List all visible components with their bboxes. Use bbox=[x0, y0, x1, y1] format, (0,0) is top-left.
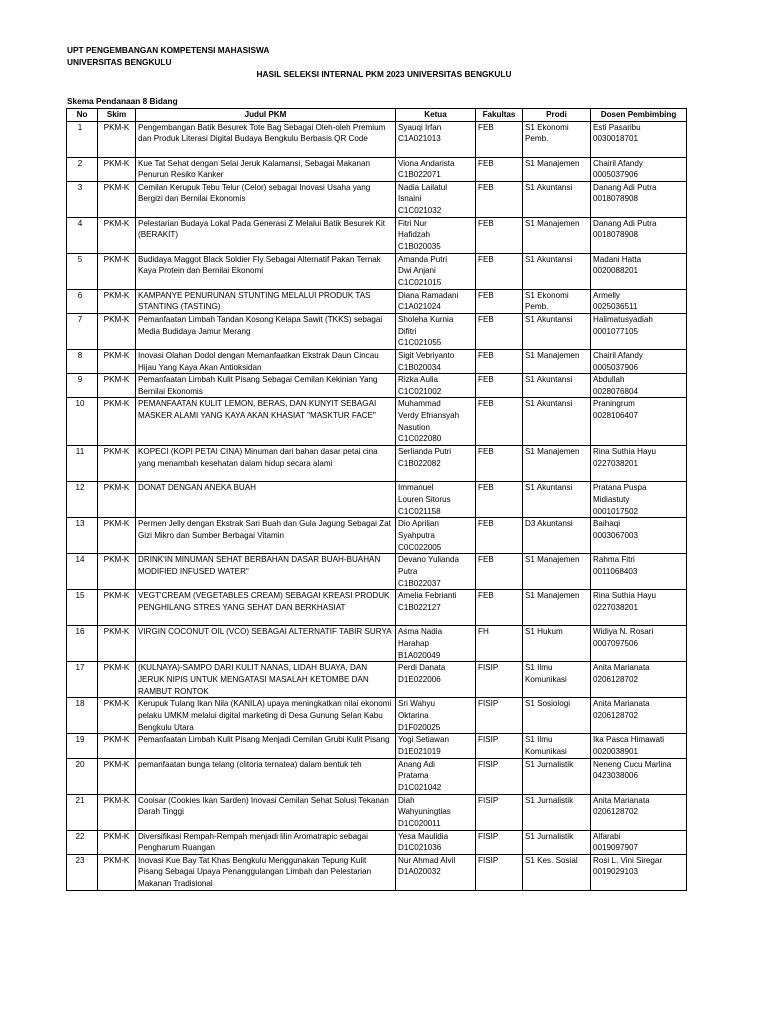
cell-faculty: FEB bbox=[476, 590, 523, 626]
cell-faculty: FISIP bbox=[476, 734, 523, 758]
table-row bbox=[67, 157, 687, 181]
cell-program: S1 Akuntansi bbox=[523, 374, 591, 398]
cell-faculty: FEB bbox=[476, 157, 523, 181]
cell-faculty: FEB bbox=[476, 554, 523, 590]
cell-no: 6 bbox=[67, 289, 98, 313]
cell-faculty: FISIP bbox=[476, 662, 523, 698]
cell-leader: Fitri Nur Hafidzah C1B020035 bbox=[396, 217, 476, 253]
cell-supervisor: Chairil Afandy 0005037906 bbox=[591, 157, 687, 181]
table-row bbox=[67, 349, 687, 373]
cell-leader: Muhammad Verdy Efriansyah Nasution C1C022080 bbox=[396, 398, 476, 446]
cell-no: 16 bbox=[67, 626, 98, 662]
cell-title: Kue Tat Sehat dengan Selai Jeruk Kalamansi, Sebagai Makanan Penurun Resiko Kanker bbox=[136, 157, 396, 181]
cell-faculty: FISIP bbox=[476, 854, 523, 890]
table-row bbox=[67, 662, 687, 698]
cell-faculty: FISIP bbox=[476, 758, 523, 794]
cell-skim: PKM-K bbox=[98, 518, 136, 554]
cell-leader: Dio Aprilian Syahputra C0C022005 bbox=[396, 518, 476, 554]
cell-skim: PKM-K bbox=[98, 398, 136, 446]
cell-skim: PKM-K bbox=[98, 590, 136, 626]
table-row bbox=[67, 482, 687, 518]
cell-supervisor: Pratana Puspa Midiastuty 0001017502 bbox=[591, 482, 687, 518]
col-header-title: Judul PKM bbox=[136, 109, 396, 122]
cell-program: S1 Ekonomi Pemb. bbox=[523, 289, 591, 313]
cell-leader: Nur Ahmad Alvil D1A020032 bbox=[396, 854, 476, 890]
cell-title: KOPECI (KOPI PETAI CINA) Minuman dari bahan dasar petai cina yang menambah kesehatan dalam hidup secara alami bbox=[136, 446, 396, 482]
cell-supervisor: Widiya N. Rosari 0007097506 bbox=[591, 626, 687, 662]
cell-title: Cemilan Kerupuk Tebu Telur (Celor) sebagai Inovasi Usaha yang Bergizi dan Bernilai Ekonomis bbox=[136, 181, 396, 217]
table-row bbox=[67, 734, 687, 758]
cell-title: Kerupuk Tulang Ikan Nila (KANILA) upaya meningkatkan nilai ekonomi pelaku UMKM melalui digital marketing di Desa Gunung Selan Kabu Bengkulu Utara bbox=[136, 698, 396, 734]
cell-title: PEMANFAATAN KULIT LEMON, BERAS, DAN KUNYIT SEBAGAI MASKER ALAMI YANG KAYA AKAN KHASIAT "MASKTUR FACE" bbox=[136, 398, 396, 446]
cell-program: D3 Akuntansi bbox=[523, 518, 591, 554]
col-header-leader: Ketua bbox=[396, 109, 476, 122]
cell-title: KAMPANYE PENURUNAN STUNTING MELALUI PRODUK TAS STANTING (TASTING) bbox=[136, 289, 396, 313]
cell-no: 11 bbox=[67, 446, 98, 482]
cell-program: S1 Akuntansi bbox=[523, 398, 591, 446]
cell-no: 9 bbox=[67, 374, 98, 398]
table-row bbox=[67, 181, 687, 217]
cell-program: S1 Manajemen bbox=[523, 554, 591, 590]
cell-skim: PKM-K bbox=[98, 482, 136, 518]
col-header-skim: Skim bbox=[98, 109, 136, 122]
cell-supervisor: Anita Marianata 0206128702 bbox=[591, 662, 687, 698]
cell-no: 4 bbox=[67, 217, 98, 253]
cell-faculty: FEB bbox=[476, 313, 523, 349]
cell-skim: PKM-K bbox=[98, 446, 136, 482]
cell-program: S1 Ilmu Komunikasi bbox=[523, 734, 591, 758]
cell-faculty: FEB bbox=[476, 374, 523, 398]
cell-faculty: FEB bbox=[476, 121, 523, 157]
table-row bbox=[67, 217, 687, 253]
cell-skim: PKM-K bbox=[98, 758, 136, 794]
cell-no: 14 bbox=[67, 554, 98, 590]
cell-program: S1 Sosiologi bbox=[523, 698, 591, 734]
cell-title: DONAT DENGAN ANEKA BUAH bbox=[136, 482, 396, 518]
table-row bbox=[67, 830, 687, 854]
cell-skim: PKM-K bbox=[98, 662, 136, 698]
cell-no: 15 bbox=[67, 590, 98, 626]
cell-supervisor: Chairil Afandy 0005037906 bbox=[591, 349, 687, 373]
cell-title: (KULNAYA)-SAMPO DARI KULIT NANAS, LIDAH BUAYA, DAN JERUK NIPIS UNTUK MENGATASI MASALAH KETOMBE DAN RAMBUT RONTOK bbox=[136, 662, 396, 698]
table-row bbox=[67, 374, 687, 398]
cell-program: S1 Akuntansi bbox=[523, 313, 591, 349]
cell-title: Inovasi Olahan Dodol dengan Memanfaatkan Ekstrak Daun Cincau Hijau Yang Kaya Akan Antioksidan bbox=[136, 349, 396, 373]
col-header-no: No bbox=[67, 109, 98, 122]
cell-leader: Yesa Maulidia D1C021036 bbox=[396, 830, 476, 854]
cell-supervisor: Anita Marianata 0206128702 bbox=[591, 794, 687, 830]
cell-faculty: FEB bbox=[476, 217, 523, 253]
cell-skim: PKM-K bbox=[98, 698, 136, 734]
cell-program: S1 Ekonomi Pemb. bbox=[523, 121, 591, 157]
table-row bbox=[67, 313, 687, 349]
cell-supervisor: Danang Adi Putra 0018078908 bbox=[591, 217, 687, 253]
table-row bbox=[67, 121, 687, 157]
cell-program: S1 Manajemen bbox=[523, 446, 591, 482]
cell-title: Pelestarian Budaya Lokal Pada Generasi Z Melalui Batik Besurek Kit (BERAKIT) bbox=[136, 217, 396, 253]
cell-no: 12 bbox=[67, 482, 98, 518]
cell-faculty: FEB bbox=[476, 289, 523, 313]
cell-title: Pemanfaatan Limbah Kulit Pisang Sebagai Cemilan Kekinian Yang Bernilai Ekonomis bbox=[136, 374, 396, 398]
cell-faculty: FEB bbox=[476, 253, 523, 289]
cell-program: S1 Manajemen bbox=[523, 590, 591, 626]
cell-skim: PKM-K bbox=[98, 374, 136, 398]
cell-program: S1 Akuntansi bbox=[523, 482, 591, 518]
funding-scheme-label: Skema Pendanaan 8 Bidang bbox=[67, 96, 178, 106]
cell-no: 21 bbox=[67, 794, 98, 830]
cell-faculty: FEB bbox=[476, 181, 523, 217]
cell-no: 3 bbox=[67, 181, 98, 217]
cell-no: 7 bbox=[67, 313, 98, 349]
cell-skim: PKM-K bbox=[98, 734, 136, 758]
cell-supervisor: Baihaqi 0003067003 bbox=[591, 518, 687, 554]
cell-faculty: FISIP bbox=[476, 698, 523, 734]
cell-title: Pemanfaatan Limbah Tandan Kosong Kelapa Sawit (TKKS) sebagai Media Budidaya Jamur Merang bbox=[136, 313, 396, 349]
cell-no: 1 bbox=[67, 121, 98, 157]
cell-no: 19 bbox=[67, 734, 98, 758]
cell-faculty: FEB bbox=[476, 518, 523, 554]
cell-faculty: FH bbox=[476, 626, 523, 662]
table-row bbox=[67, 758, 687, 794]
cell-leader: Syauqi Irfan C1A021013 bbox=[396, 121, 476, 157]
table-row bbox=[67, 446, 687, 482]
cell-title: Cooisar (Cookies Ikan Sarden) Inovasi Cemilan Sehat Solusi Tekanan Darah Tinggi bbox=[136, 794, 396, 830]
cell-title: pemanfaatan bunga telang (clitoria ternatea) dalam bentuk teh bbox=[136, 758, 396, 794]
cell-supervisor: Danang Adi Putra 0018078908 bbox=[591, 181, 687, 217]
cell-skim: PKM-K bbox=[98, 830, 136, 854]
cell-skim: PKM-K bbox=[98, 121, 136, 157]
cell-leader: Perdi Danata D1E022006 bbox=[396, 662, 476, 698]
table-body bbox=[67, 121, 687, 890]
table-row bbox=[67, 590, 687, 626]
cell-leader: Diah Wahyuningtias D1C020011 bbox=[396, 794, 476, 830]
cell-no: 22 bbox=[67, 830, 98, 854]
cell-skim: PKM-K bbox=[98, 854, 136, 890]
table-row bbox=[67, 398, 687, 446]
cell-no: 8 bbox=[67, 349, 98, 373]
cell-supervisor: Rahma Fitri 0011068403 bbox=[591, 554, 687, 590]
cell-supervisor: Armelly 0025036511 bbox=[591, 289, 687, 313]
cell-faculty: FISIP bbox=[476, 794, 523, 830]
table-row bbox=[67, 253, 687, 289]
cell-leader: Nadia Lailatul Isnaini C1C021032 bbox=[396, 181, 476, 217]
cell-supervisor: Madani Hatta 0020088201 bbox=[591, 253, 687, 289]
cell-skim: PKM-K bbox=[98, 289, 136, 313]
col-header-faculty: Fakultas bbox=[476, 109, 523, 122]
cell-faculty: FEB bbox=[476, 446, 523, 482]
cell-skim: PKM-K bbox=[98, 253, 136, 289]
cell-supervisor: Halimatusyadiah 0001077105 bbox=[591, 313, 687, 349]
cell-supervisor: Abdullah 0028076804 bbox=[591, 374, 687, 398]
table-row bbox=[67, 626, 687, 662]
cell-title: VEGT'CREAM (VEGETABLES CREAM) SEBAGAI KREASI PRODUK PENGHILANG STRES YANG SEHAT DAN BERKHASIAT bbox=[136, 590, 396, 626]
cell-no: 23 bbox=[67, 854, 98, 890]
cell-supervisor: Anita Marianata 0206128702 bbox=[591, 698, 687, 734]
cell-no: 10 bbox=[67, 398, 98, 446]
cell-program: S1 Jurnalistik bbox=[523, 830, 591, 854]
cell-leader: Yogi Setiawan D1E021019 bbox=[396, 734, 476, 758]
cell-title: Budidaya Maggot Black Soldier Fly Sebagai Alternatif Pakan Ternak Kaya Protein dan Bernilai Ekonomi bbox=[136, 253, 396, 289]
cell-faculty: FEB bbox=[476, 482, 523, 518]
table-row bbox=[67, 554, 687, 590]
table-header-row bbox=[67, 109, 687, 122]
cell-program: S1 Hukum bbox=[523, 626, 591, 662]
organization-unit: UPT PENGEMBANGAN KOMPETENSI MAHASISWA bbox=[67, 45, 270, 55]
cell-title: Inovasi Kue Bay Tat Khas Bengkulu Menggunakan Tepung Kulit Pisang Sebagai Upaya Penanggulangan Limbah dan Pelestarian Makanan Tradisional bbox=[136, 854, 396, 890]
cell-leader: Serlianda Putri C1B022082 bbox=[396, 446, 476, 482]
cell-supervisor: Rina Suthia Hayu 0227038201 bbox=[591, 446, 687, 482]
cell-skim: PKM-K bbox=[98, 794, 136, 830]
cell-supervisor: Praningrum 0028106407 bbox=[591, 398, 687, 446]
cell-leader: Amelia Febrianti C1B022127 bbox=[396, 590, 476, 626]
col-header-program: Prodi bbox=[523, 109, 591, 122]
cell-no: 13 bbox=[67, 518, 98, 554]
cell-supervisor: Esti Pasaribu 0030018701 bbox=[591, 121, 687, 157]
cell-skim: PKM-K bbox=[98, 313, 136, 349]
cell-title: Diversifikasi Rempah-Rempah menjadi lilin Aromatrapic sebagai Pengharum Ruangan bbox=[136, 830, 396, 854]
col-header-supervisor: Dosen Pembimbing bbox=[591, 109, 687, 122]
cell-leader: Immanuel Louren Sitorus C1C021158 bbox=[396, 482, 476, 518]
cell-title: Pemanfaatan Limbah Kulit Pisang Menjadi Cemilan Grubi Kulit Pisang bbox=[136, 734, 396, 758]
university-name: UNIVERSITAS BENGKULU bbox=[67, 57, 172, 67]
cell-supervisor: Rina Suthia Hayu 0227038201 bbox=[591, 590, 687, 626]
cell-program: S1 Jurnalistik bbox=[523, 758, 591, 794]
cell-supervisor: Alfarabi 0019097907 bbox=[591, 830, 687, 854]
cell-leader: Asma Nadia Harahap B1A020049 bbox=[396, 626, 476, 662]
document-title: HASIL SELEKSI INTERNAL PKM 2023 UNIVERSITAS BENGKULU bbox=[256, 69, 512, 79]
cell-program: S1 Akuntansi bbox=[523, 253, 591, 289]
cell-skim: PKM-K bbox=[98, 217, 136, 253]
cell-title: Permen Jelly dengan Ekstrak Sari Buah dan Gula Jagung Sebagai Zat Gizi Mikro dan Sumber Berbagai Vitamin bbox=[136, 518, 396, 554]
cell-skim: PKM-K bbox=[98, 626, 136, 662]
cell-no: 18 bbox=[67, 698, 98, 734]
cell-leader: Viona Andarista C1B022071 bbox=[396, 157, 476, 181]
cell-leader: Devano Yulianda Putra C1B022037 bbox=[396, 554, 476, 590]
cell-title: DRINK'IN MINUMAN SEHAT BERBAHAN DASAR BUAH-BUAHAN MODIFIED INFUSED WATER" bbox=[136, 554, 396, 590]
cell-supervisor: Rosi L. Vini Siregar 0019029103 bbox=[591, 854, 687, 890]
cell-program: S1 Akuntansi bbox=[523, 181, 591, 217]
table-row bbox=[67, 518, 687, 554]
cell-faculty: FISIP bbox=[476, 830, 523, 854]
cell-faculty: FEB bbox=[476, 398, 523, 446]
cell-program: S1 Kes. Sosial bbox=[523, 854, 591, 890]
cell-program: S1 Manajemen bbox=[523, 157, 591, 181]
cell-leader: Sri Wahyu Oktarina D1F020025 bbox=[396, 698, 476, 734]
cell-leader: Sholeha Kurnia Difitri C1C021055 bbox=[396, 313, 476, 349]
cell-program: S1 Manajemen bbox=[523, 349, 591, 373]
cell-program: S1 Jurnalistik bbox=[523, 794, 591, 830]
cell-no: 17 bbox=[67, 662, 98, 698]
table-row bbox=[67, 854, 687, 890]
cell-no: 20 bbox=[67, 758, 98, 794]
cell-leader: Anang Adi Pratama D1C021042 bbox=[396, 758, 476, 794]
selection-results-table bbox=[66, 108, 687, 891]
table-row bbox=[67, 289, 687, 313]
cell-program: S1 Ilmu Komunikasi bbox=[523, 662, 591, 698]
cell-supervisor: Ika Pasca Himawati 0020038901 bbox=[591, 734, 687, 758]
cell-skim: PKM-K bbox=[98, 181, 136, 217]
cell-program: S1 Manajemen bbox=[523, 217, 591, 253]
table-row bbox=[67, 698, 687, 734]
cell-skim: PKM-K bbox=[98, 349, 136, 373]
cell-no: 5 bbox=[67, 253, 98, 289]
cell-title: VIRGIN COCONUT OIL (VCO) SEBAGAI ALTERNATIF TABIR SURYA bbox=[136, 626, 396, 662]
table-row bbox=[67, 794, 687, 830]
cell-leader: Amanda Putri Dwi Anjani C1C021015 bbox=[396, 253, 476, 289]
cell-no: 2 bbox=[67, 157, 98, 181]
cell-leader: Rizka Aulia C1C021002 bbox=[396, 374, 476, 398]
cell-leader: Diana Ramadani C1A021024 bbox=[396, 289, 476, 313]
cell-skim: PKM-K bbox=[98, 157, 136, 181]
cell-faculty: FEB bbox=[476, 349, 523, 373]
cell-leader: Sigit Vebriyanto C1B020034 bbox=[396, 349, 476, 373]
cell-supervisor: Neneng Cucu Marlina 0423038006 bbox=[591, 758, 687, 794]
cell-skim: PKM-K bbox=[98, 554, 136, 590]
cell-title: Pengembangan Batik Besurek Tote Bag Sebagai Oleh-oleh Premium dan Produk Literasi Digital Budaya Bengkulu Berbasis QR Code bbox=[136, 121, 396, 157]
